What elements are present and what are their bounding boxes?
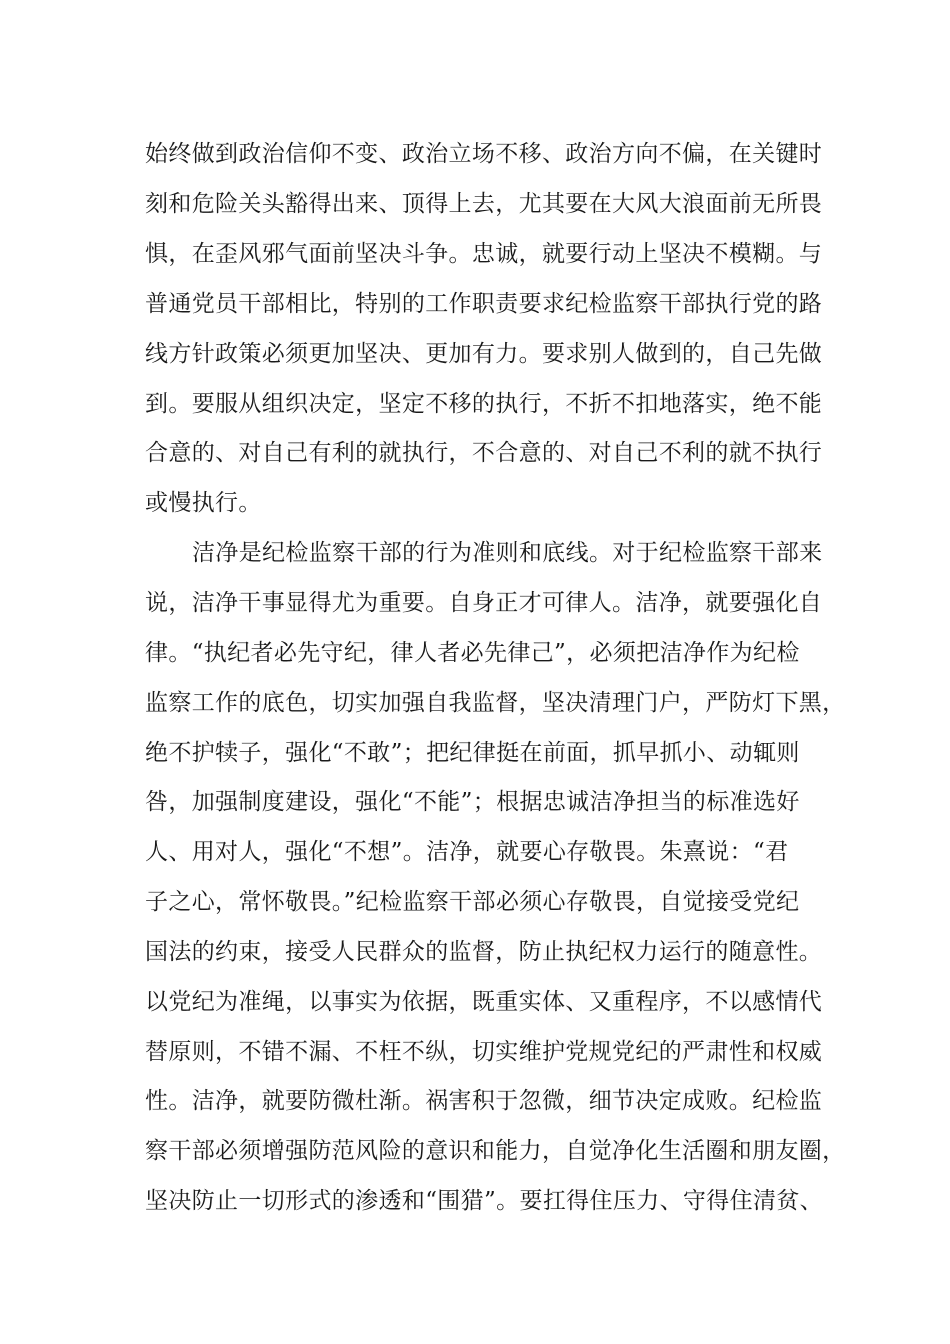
- text-line: 到。要服从组织决定，坚定不移的执行，不折不扣地落实，绝不能: [145, 391, 823, 417]
- text-line: 国法的约束，接受人民群众的监督，防止执纪权力运行的随意性。: [145, 939, 823, 965]
- text-line: 绝不护犊子，强化“不敢”；把纪律挺在前面，抓早抓小、动辄则: [145, 740, 800, 766]
- text-line: 或慢执行。: [145, 490, 262, 516]
- text-line: 察干部必须增强防范风险的意识和能力，自觉净化生活圈和朋友圈，: [145, 1138, 846, 1164]
- text-line: 始终做到政治信仰不变、政治立场不移、政治方向不偏，在关键时: [145, 141, 823, 167]
- text-line: 线方针政策必须更加坚决、更加有力。要求别人做到的，自己先做: [145, 341, 823, 367]
- text-line: 替原则，不错不漏、不枉不纵，切实维护党规党纪的严肃性和权威: [145, 1039, 823, 1065]
- text-line: 人、用对人，强化“不想”。洁净，就要心存敬畏。朱熹说：“君: [145, 839, 789, 865]
- text-line: 以党纪为准绳，以事实为依据，既重实体、又重程序，不以感情代: [145, 989, 823, 1015]
- text-line: 律。“执纪者必先守纪，律人者必先律己”，必须把洁净作为纪检: [145, 640, 800, 666]
- text-line: 普通党员干部相比，特别的工作职责要求纪检监察干部执行党的路: [145, 291, 823, 317]
- paragraph-first-line: 洁净是纪检监察干部的行为准则和底线。对于纪检监察干部来: [192, 540, 823, 566]
- text-line: 坚决防止一切形式的渗透和“围猎”。要扛得住压力、守得住清贫、: [145, 1188, 824, 1214]
- text-line: 子之心，常怀敬畏。”纪检监察干部必须心存敬畏，自觉接受党纪: [145, 889, 800, 915]
- text-line: 说，洁净干事显得尤为重要。自身正才可律人。洁净，就要强化自: [145, 590, 823, 616]
- text-line: 刻和危险关头豁得出来、顶得上去，尤其要在大风大浪面前无所畏: [145, 191, 823, 217]
- text-line: 监察工作的底色，切实加强自我监督，坚决清理门户，严防灯下黑，: [145, 690, 846, 716]
- text-line: 惧，在歪风邪气面前坚决斗争。忠诚，就要行动上坚决不模糊。与: [145, 241, 823, 267]
- text-line: 合意的、对自己有利的就执行，不合意的、对自己不利的就不执行: [145, 440, 823, 466]
- text-line: 咎，加强制度建设，强化“不能”；根据忠诚洁净担当的标准选好: [145, 789, 800, 815]
- text-line: 性。洁净，就要防微杜渐。祸害积于忽微，细节决定成败。纪检监: [145, 1088, 823, 1114]
